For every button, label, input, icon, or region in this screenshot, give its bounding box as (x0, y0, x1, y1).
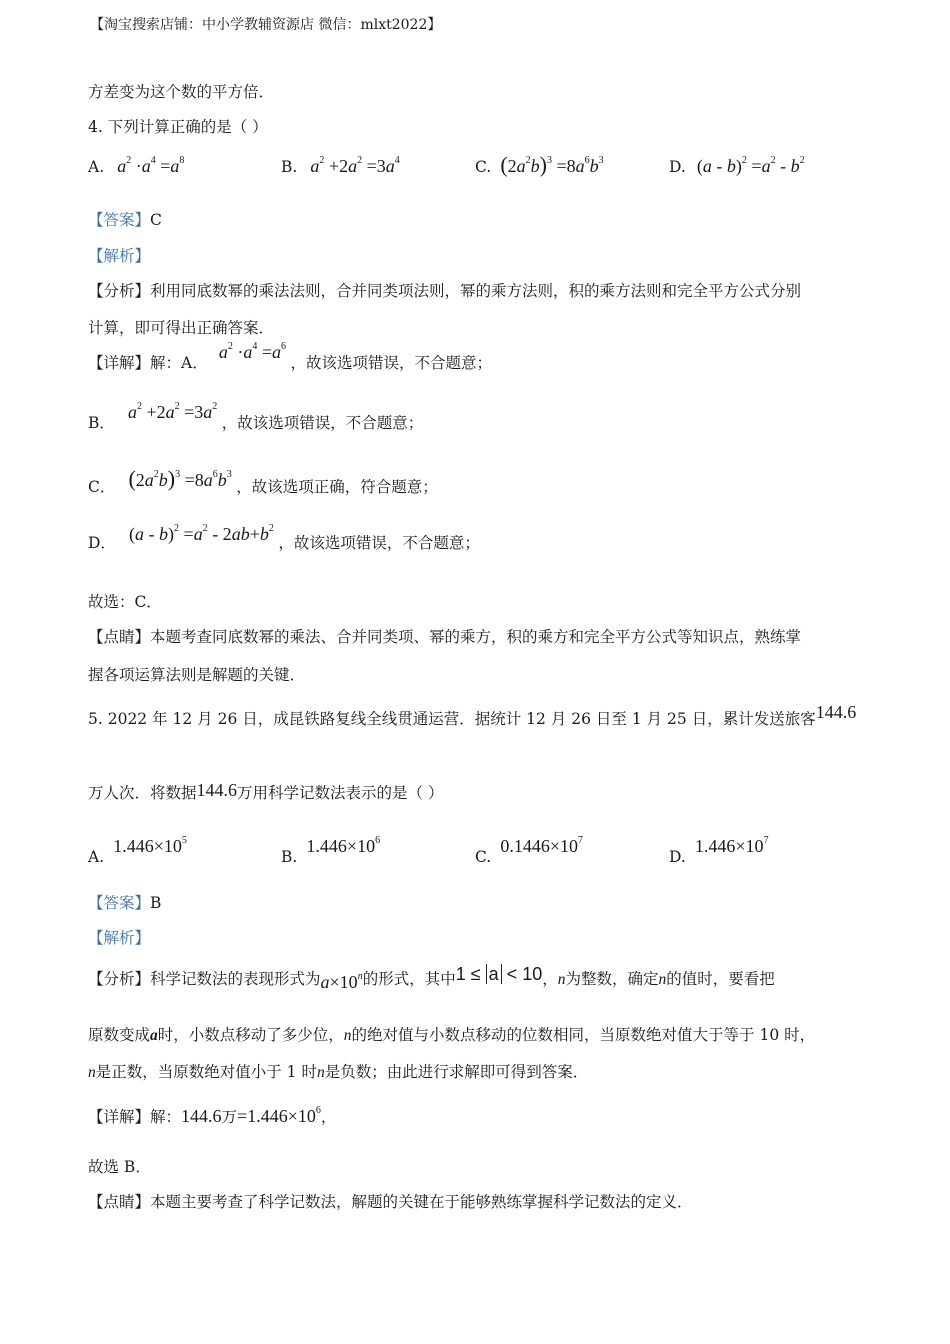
q5-fenxi-2: 原数变成a时，小数点移动了多少位，n的绝对值与小数点移动的位数相同，当原数绝对值大于等于 10 时， (88, 1026, 816, 1044)
question-5-stem-1: 5. 2022 年 12 月 26 日，成昆铁路复线全线贯通运营．据统计 12 月 26 日至 1 月 25 日，累计发送旅客144.6 (88, 702, 857, 728)
q4-conclusion: 故选：C． (88, 593, 162, 611)
q5-option-a: A. $1.446\times 10^5$ (88, 835, 187, 866)
q5-analysis-tag: 【解析】 (88, 929, 151, 947)
q5-detail: 【详解】解：144.6万$=1.446\times 10^6$， (88, 1105, 337, 1126)
q4-dianjing-1: 【点睛】本题考查同底数幂的乘法、合并同类项、幂的乘方，积的乘方和完全平方公式等知识点，熟练掌 (88, 628, 802, 646)
q5-dianjing: 【点睛】本题主要考查了科学记数法，解题的关键在于能够熟练掌握科学记数法的定义． (88, 1193, 693, 1211)
q4-detail-d: D． $(a - b)^2 =a^2 - 2ab+b^2$ ，故该选项错误，不合题意； (88, 523, 480, 552)
q4-answer: 【答案】C (88, 211, 162, 229)
q4-fenxi-1: 【分析】利用同底数幂的乘法法则，合并同类项法则，幂的乘方法则，积的乘方法则和完全平方公式分别 (88, 282, 802, 300)
q5-fenxi-3: n是正数，当原数绝对值小于 1 时n是负数；由此进行求解即可得到答案． (88, 1063, 589, 1081)
q4-dianjing-2: 握各项运算法则是解题的关键． (88, 666, 306, 684)
q5-option-b: B. $1.446\times 10^6$ (281, 835, 381, 866)
question-4-stem: 4. 下列计算正确的是（ ） (88, 118, 268, 136)
question-5-stem-2: 万人次．将数据144.6万用科学记数法表示的是（ ） (88, 780, 444, 802)
q4-option-a: A. $a^2 \cdot a^4 =a^8$ (88, 155, 185, 176)
q4-option-b: B. $a^2 +2a^2 =3a^4$ (281, 155, 400, 176)
q5-conclusion: 故选 B． (88, 1158, 151, 1176)
q4-analysis-tag: 【解析】 (88, 247, 151, 265)
q4-option-c: C. $(2a^2b)^3 =8a^6b^3$ (475, 152, 604, 177)
q4-detail-c: C． $(2a^2b)^3 =8a^6b^3$ ，故该选项正确，符合题意； (88, 466, 438, 496)
q4-fenxi-2: 计算，即可得出正确答案． (88, 319, 275, 337)
q5-fenxi-1: 【分析】科学记数法的表现形式为$a\times 10^n$的形式，其中1 ≤ a < 10，n为整数，确定n的值时，要看把 (88, 964, 775, 992)
q5-option-d: D. $1.446\times 10^7$ (669, 835, 769, 866)
q4-option-d: D. $(a - b)^2 =a^2 - b^2$ (669, 155, 805, 176)
q4-detail-b: B． $a^2 +2a^2 =3a^2$ ，故该选项错误，不合题意； (88, 401, 424, 432)
q5-option-c: C. $0.1446\times 10^7$ (475, 835, 583, 866)
q5-answer: 【答案】B (88, 894, 162, 912)
q4-detail-a: 【详解】解：A． $a^2 \cdot a^4 =a^6$ ，故该选项错误，不合题意； (88, 341, 492, 372)
header-watermark: 【淘宝搜索店铺：中小学教辅资源店 微信：mlxt2022】 (90, 17, 442, 33)
text-line: 方差变为这个数的平方倍． (88, 83, 275, 101)
